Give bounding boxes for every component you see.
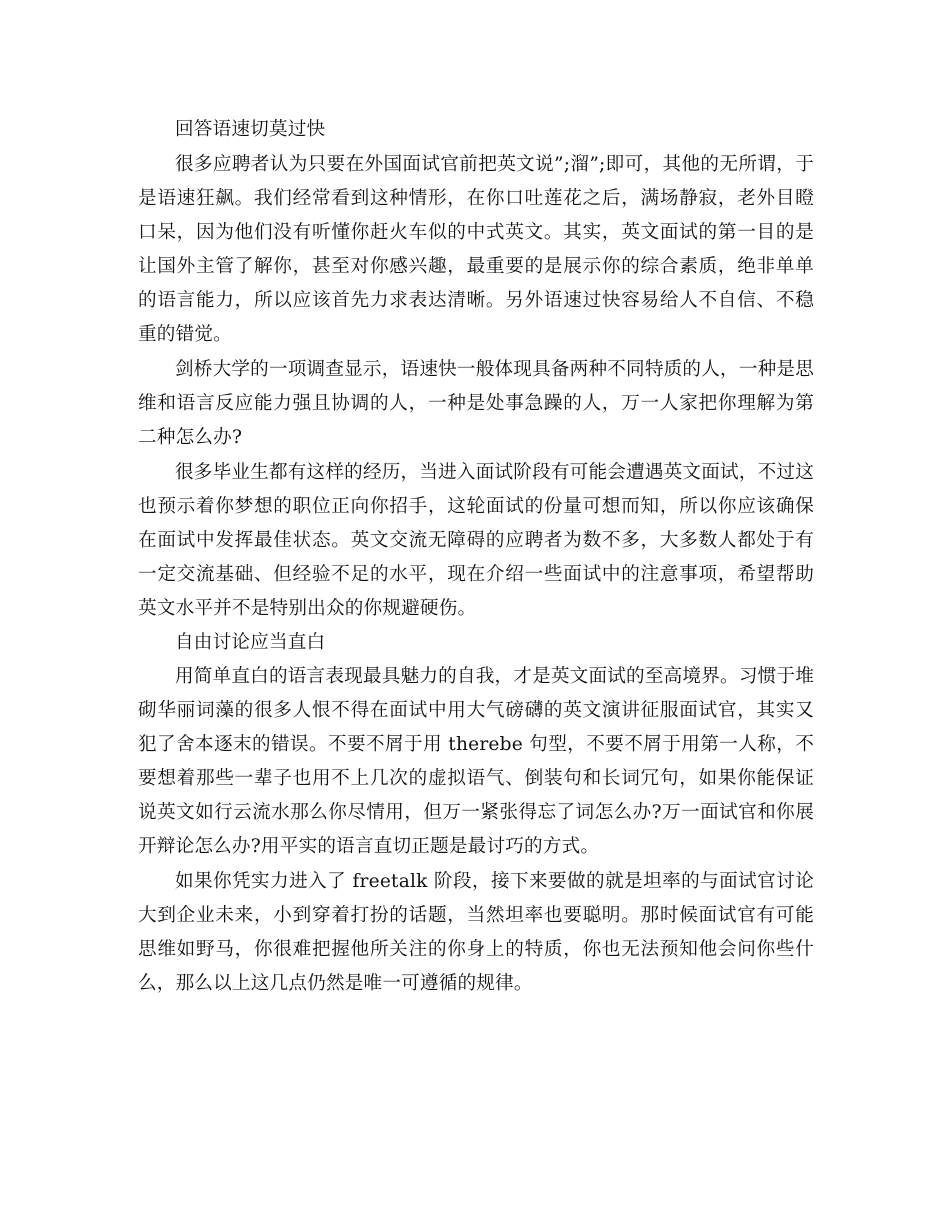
paragraph-freetalk: 如果你凭实力进入了 freetalk 阶段，接下来要做的就是坦率的与面试官讨论大到企业未来，小到穿着打扮的话题，当然坦率也要聪明。那时候面试官有可能思维如野马，你很难把握他所关注的你身上的特质，你也无法预知他会问你些什么，那么以上这几点仍然是唯一可遵循的规律。: [138, 871, 814, 994]
section-heading-speech-speed: 回答语速切莫过快: [175, 119, 326, 140]
paragraph-speech-speed: 很多应聘者认为只要在外国面试官前把英文说”;溜”;即可，其他的无所谓，于是语速狂飙。我们经常看到这种情形，在你口吐莲花之后，满场静寂，老外目瞪口呆，因为他们没有听懂你赶火车似的中式英文。其实，英文面试的第一目的是让国外主管了解你，甚至对你感兴趣，最重要的是展示你的综合素质，绝非单单的语言能力，所以应该首先力求表达清晰。另外语速过快容易给人不自信、不稳重的错觉。: [138, 154, 814, 345]
section-heading-free-discussion: 自由讨论应当直白: [175, 632, 326, 653]
paragraph-cambridge-survey: 剑桥大学的一项调查显示，语速快一般体现具备两种不同特质的人，一种是思维和语言反应能力强且协调的人，一种是处事急躁的人，万一人家把你理解为第二种怎么办?: [138, 359, 814, 448]
document-body: [138, 113, 814, 1001]
paragraph-graduate-experience: 很多毕业生都有这样的经历，当进入面试阶段有可能会遭遇英文面试，不过这也预示着你梦想的职位正向你招手，这轮面试的份量可想而知，所以你应该确保在面试中发挥最佳状态。英文交流无障碍的应聘者为数不多，大多数人都处于有一定交流基础、但经验不足的水平，现在介绍一些面试中的注意事项，希望帮助英文水平并不是特别出众的你规避硬伤。: [138, 462, 814, 619]
paragraph-plain-language: 用简单直白的语言表现最具魅力的自我，才是英文面试的至高境界。习惯于堆砌华丽词藻的很多人恨不得在面试中用大气磅礴的英文演讲征服面试官，其实又犯了舍本逐末的错误。不要不屑于用 therebe 句型，不要不屑于用第一人称，不要想着那些一辈子也用不上几次的虚拟语气、倒装句和长词冗句，如果你能保证说英文如行云流水那么你尽情用，但万一紧张得忘了词怎么办?万一面试官和你展开辩论怎么办?用平实的语言直切正题是最讨巧的方式。: [138, 666, 814, 857]
